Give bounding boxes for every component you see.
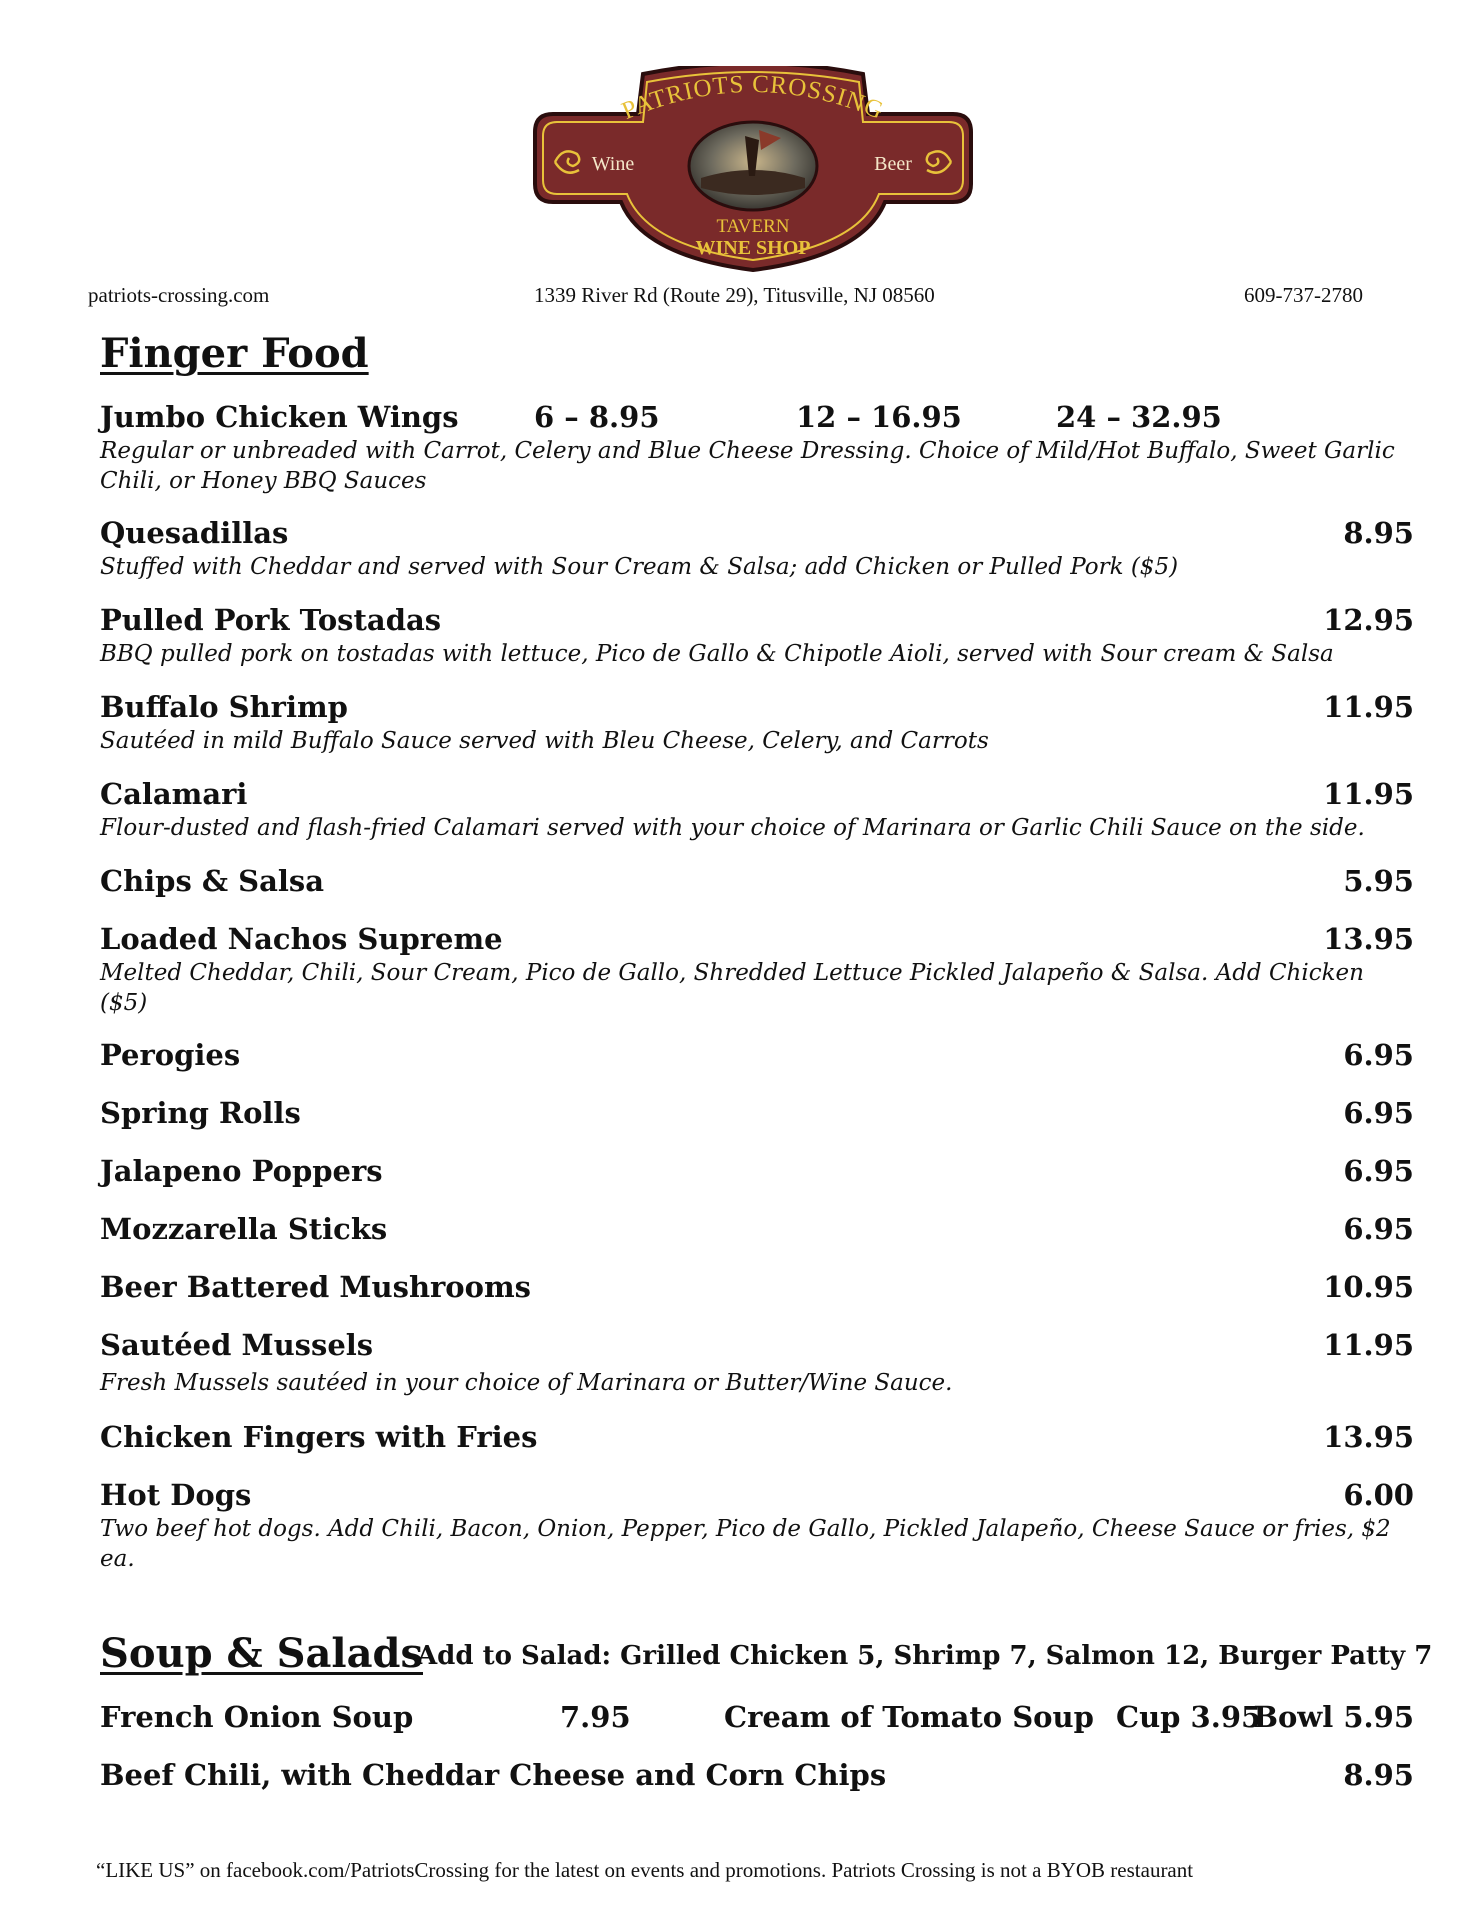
menu-item — [100, 516, 1414, 582]
item-price: 6.00 — [1343, 1478, 1414, 1512]
item-name: Chips & Salsa — [100, 864, 325, 898]
wing-price-12: 12 – 16.95 — [796, 400, 962, 434]
menu-item — [100, 1478, 1414, 1574]
item-price: 6.95 — [1343, 1038, 1414, 1072]
item-name: Perogies — [100, 1038, 241, 1072]
item-price: 6.95 — [1343, 1212, 1414, 1246]
soup-salads-heading: Soup & Salads — [100, 1630, 423, 1677]
item-name: Pulled Pork Tostadas — [100, 603, 442, 637]
logo-tavern-text: TAVERN — [716, 216, 790, 237]
item-name: Hot Dogs — [100, 1478, 252, 1512]
wing-price-24: 24 – 32.95 — [1056, 400, 1222, 434]
item-description: Regular or unbreaded with Carrot, Celery and Blue Cheese Dressing. Choice of Mild/Hot Buffalo, Sweet Garlic Chili, or Honey BBQ Sauces — [100, 438, 1395, 494]
french-onion-price: 7.95 — [560, 1700, 631, 1734]
menu-item — [100, 1154, 1414, 1190]
address-text: 1339 River Rd (Route 29), Titusville, NJ 08560 — [534, 283, 935, 307]
item-name: Chicken Fingers with Fries — [100, 1420, 538, 1454]
salad-addon-text: Add to Salad: Grilled Chicken 5, Shrimp 7, Salmon 12, Burger Patty 7 — [417, 1641, 1433, 1671]
item-name: Sautéed Mussels — [100, 1328, 374, 1362]
logo-arch-text: PATRIOTS CROSSING — [618, 70, 888, 126]
menu-item-chili — [100, 1758, 1414, 1794]
menu-item — [100, 690, 1414, 756]
item-price: 13.95 — [1323, 922, 1414, 956]
item-price: 5.95 — [1343, 864, 1414, 898]
item-description: BBQ pulled pork on tostadas with lettuce, Pico de Gallo & Chipotle Aioli, served with Sour cream & Salsa — [100, 641, 1334, 667]
item-description: Sautéed in mild Buffalo Sauce served with Bleu Cheese, Celery, and Carrots — [100, 728, 989, 754]
item-name: Mozzarella Sticks — [100, 1212, 388, 1246]
item-name: Buffalo Shrimp — [100, 690, 348, 724]
item-name: Jalapeno Poppers — [100, 1154, 383, 1188]
item-price: 12.95 — [1323, 603, 1414, 637]
menu-item-soups — [100, 1700, 1414, 1736]
menu-item-wings — [100, 400, 1414, 496]
item-price: 6.95 — [1343, 1154, 1414, 1188]
item-price: 8.95 — [1343, 516, 1414, 550]
logo-wine-label: Wine — [591, 153, 635, 175]
item-name: Calamari — [100, 777, 248, 811]
item-price: 8.95 — [1343, 1758, 1414, 1792]
wing-price-6: 6 – 8.95 — [534, 400, 660, 434]
phone-text: 609-737-2780 — [1244, 283, 1363, 307]
item-name: Quesadillas — [100, 516, 289, 550]
menu-item — [100, 864, 1414, 900]
menu-item — [100, 777, 1414, 843]
item-description: Two beef hot dogs. Add Chili, Bacon, Onion, Pepper, Pico de Gallo, Pickled Jalapeño, Cheese Sauce or fries, $2 ea. — [100, 1516, 1391, 1572]
item-description: Melted Cheddar, Chili, Sour Cream, Pico de Gallo, Shredded Lettuce Pickled Jalapeño & Salsa. Add Chicken ($5) — [100, 960, 1364, 1016]
menu-item — [100, 1420, 1414, 1456]
menu-item — [100, 603, 1414, 669]
tomato-soup-cup-price: Cup 3.95 — [1116, 1700, 1262, 1734]
item-description: Flour-dusted and flash-fried Calamari served with your choice of Marinara or Garlic Chili Sauce on the side. — [100, 815, 1365, 841]
menu-item — [100, 1328, 1414, 1398]
french-onion-name: French Onion Soup — [100, 1700, 414, 1734]
item-price: 10.95 — [1323, 1270, 1414, 1304]
footer-note: “LIKE US” on facebook.com/PatriotsCrossing for the latest on events and promotions. Patriots Crossing is not a BYOB restaurant — [96, 1858, 1194, 1882]
item-name: Beer Battered Mushrooms — [100, 1270, 532, 1304]
logo-wine-shop-text: WINE SHOP — [695, 237, 811, 259]
patriots-crossing-logo — [533, 66, 973, 278]
item-description: Fresh Mussels sautéed in your choice of Marinara or Butter/Wine Sauce. — [100, 1370, 953, 1396]
menu-item — [100, 922, 1414, 1018]
item-price: 13.95 — [1323, 1420, 1414, 1454]
item-price: 11.95 — [1323, 690, 1414, 724]
tomato-soup-name: Cream of Tomato Soup — [724, 1700, 1094, 1734]
item-name: Loaded Nachos Supreme — [100, 922, 503, 956]
item-price: 6.95 — [1343, 1096, 1414, 1130]
item-name: Beef Chili, with Cheddar Cheese and Corn Chips — [100, 1758, 887, 1792]
menu-item — [100, 1212, 1414, 1248]
menu-item — [100, 1038, 1414, 1074]
item-name: Jumbo Chicken Wings — [100, 400, 459, 434]
menu-item — [100, 1270, 1414, 1306]
item-description: Stuffed with Cheddar and served with Sour Cream & Salsa; add Chicken or Pulled Pork ($5) — [100, 554, 1179, 580]
item-price: 11.95 — [1323, 1328, 1414, 1362]
item-price: 11.95 — [1323, 777, 1414, 811]
menu-item — [100, 1096, 1414, 1132]
website-text: patriots-crossing.com — [88, 283, 270, 307]
finger-food-heading: Finger Food — [100, 330, 369, 377]
tomato-soup-bowl-price: Bowl 5.95 — [1253, 1700, 1414, 1734]
logo-beer-label: Beer — [874, 153, 912, 175]
item-name: Spring Rolls — [100, 1096, 301, 1130]
